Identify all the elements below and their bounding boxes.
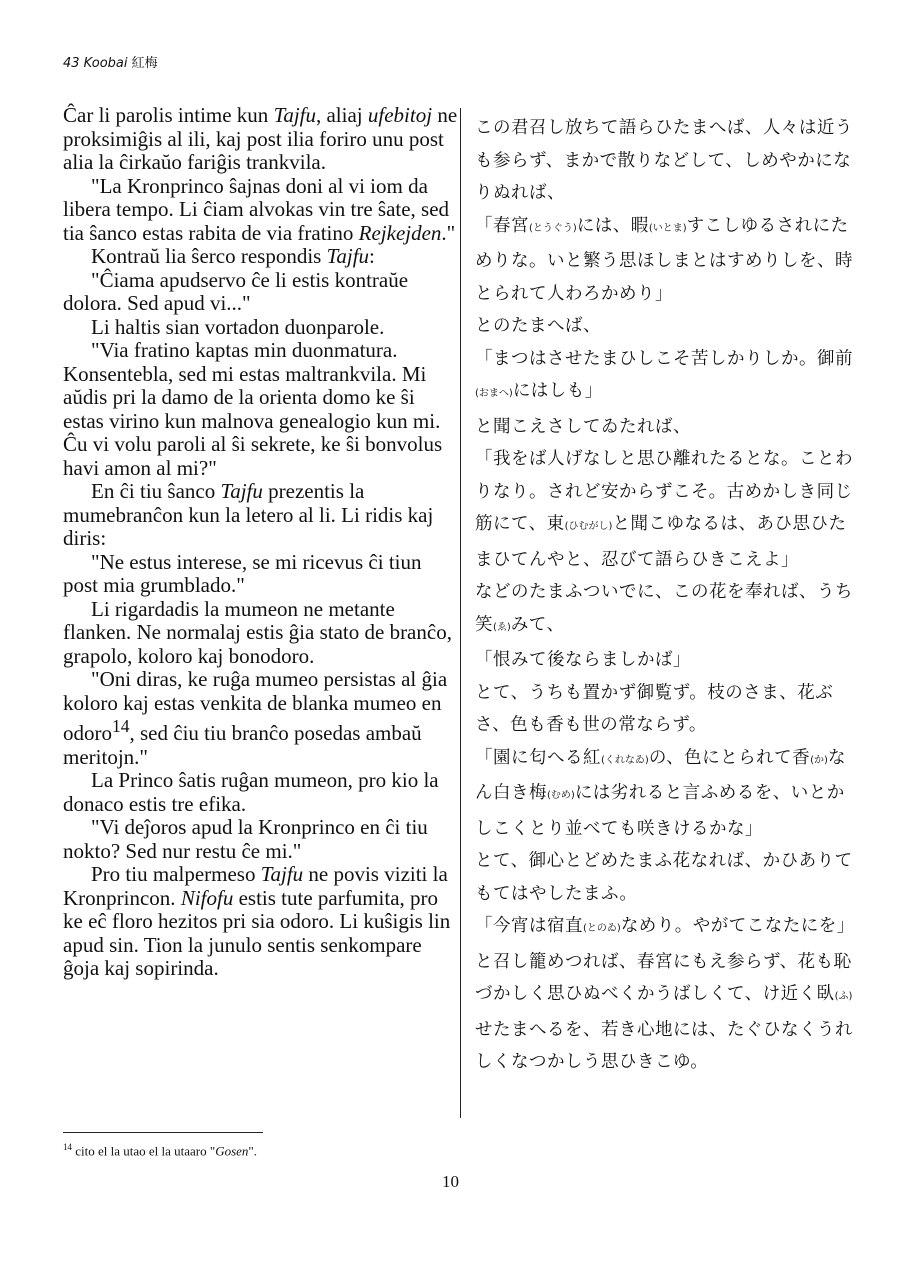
paragraph	[475, 576, 860, 644]
italic-text: Tajfu	[260, 862, 304, 886]
text-run: とて、うちも置かず御覧ず。枝のさま、花ぶさ、色も香も世の常ならず。	[475, 682, 834, 735]
text-run: この君召し放ちて語らひたまへば、人々は近うも参らず、まかで散りなどして、しめやかになりぬれば、	[475, 118, 853, 203]
footnote-marker: 14	[112, 716, 130, 736]
text-run: すこしゆるされにためりな。いと繁う思ほしまとはすめりしを、時とられて人わろかめり」	[475, 215, 853, 304]
paragraph	[63, 598, 458, 669]
japanese-column	[475, 112, 860, 1079]
text-run: "La Kronprinco ŝajnas doni al vi iom da libera tempo. Li ĉiam alvokas vin tre ŝate, sed tia ŝanco estas rabita de via fratino	[63, 173, 450, 245]
text-run: "Oni diras, ke ruĝa mumeo persistas al ĝia koloro kaj estas venkita de blanka mumeo en odoro	[63, 667, 448, 745]
paragraph	[63, 551, 458, 598]
paragraph	[63, 104, 458, 175]
text-run: Li haltis sian vortadon duonparole.	[91, 314, 385, 339]
text-run: 「我をば人げなしと思ひ離れたるとな。ことわりなり。されど安からずこそ。古めかしき同じ筋にて、東	[475, 449, 853, 534]
text-run: 「春宮	[475, 215, 529, 236]
paragraph	[475, 411, 860, 444]
text-run: とのたまへば、	[475, 316, 601, 336]
text-run: などのたまふついでに、この花を奉れば、うち笑	[475, 582, 853, 635]
page-number: 10	[442, 1172, 459, 1191]
paragraph	[63, 668, 458, 769]
footnote-rule	[63, 1132, 263, 1133]
paragraph	[475, 112, 860, 210]
paragraph	[475, 443, 860, 576]
text-run: ".	[248, 1143, 257, 1159]
paragraph	[475, 310, 860, 343]
text-run: En ĉi tiu ŝanco	[91, 479, 221, 503]
paragraph	[475, 343, 860, 411]
text-run: なめり。やがてこなたにを」と召し籠めつれば、春宮にもえ参らず、花も恥づかしく思ひぬべくかうばしくて、け近く臥	[475, 916, 855, 1004]
text-run: , sed ĉiu tiu branĉo posedas ambaŭ meritojn."	[63, 721, 422, 769]
text-run: 「園に匂へる紅	[475, 747, 601, 768]
italic-text: Tajfu	[326, 244, 370, 268]
italic-text: Tajfu	[220, 479, 263, 503]
text-run: Li rigardadis la mumeon ne metante flanken. Ne normalaj estis ĝia stato de branĉo, grapolo, koloro kaj bonodoro.	[63, 596, 452, 668]
text-run: ne povis viziti la Kronprincon.	[63, 862, 448, 910]
ruby-reading: (ひむがし)	[564, 521, 613, 532]
column-divider	[460, 108, 461, 1118]
ruby-reading: (ふ)	[834, 991, 853, 1002]
text-run: とて、御心とどめたまふ花なれば、かひありてもてはやしたまふ。	[475, 851, 853, 904]
italic-text: Nifofu	[180, 885, 234, 910]
text-run: "Via fratino kaptas min duonmatura. Konsentebla, sed mi estas maltrankvila. Mi aŭdis pri la damo de la orienta domo ke ŝi estas virino kun malnova genealogio kun mi. Ĉu vi volu paroli al ŝi sekrete, ke ŝi bonvolus havi amon al mi?"	[63, 338, 443, 480]
header-title: 43 Koobai	[63, 56, 128, 71]
text-run: La Princo ŝatis ruĝan mumeon, pro kio la donaco estis tre efika.	[63, 768, 439, 816]
running-header	[63, 52, 158, 71]
paragraph	[475, 677, 860, 742]
text-run: 「まつはさせたまひしこそ苦しかりしか。御前	[475, 348, 853, 369]
paragraph	[63, 269, 458, 316]
text-run: , aliaj	[315, 103, 368, 127]
text-run: 「恨みて後ならましかば」	[475, 650, 691, 670]
paragraph	[475, 845, 860, 910]
paragraph	[475, 210, 860, 311]
ruby-reading: (か)	[810, 754, 828, 766]
italic-text: Rejkejden	[358, 220, 442, 245]
text-run: estis tute parfumita, pro ke eĉ floro hezitos pri sia odoro. Li kuŝigis lin apud sin. Tion la junulo sentis senkompare ĝoja kaj sopirinda.	[63, 885, 451, 980]
paragraph	[63, 769, 458, 816]
text-run: なん白き梅	[475, 747, 846, 803]
footnote-number: 14	[63, 1142, 72, 1152]
text-run: には、暇	[576, 215, 649, 236]
header-kanji: 紅梅	[131, 56, 158, 71]
text-run: "Ne estus interese, se mi ricevus ĉi tiun post mia grumblado."	[63, 549, 422, 597]
text-run: ."	[441, 220, 456, 245]
text-run: "Ĉiama apudservo ĉe li estis kontraŭe dolora. Sed apud vi..."	[63, 267, 409, 315]
paragraph	[63, 245, 458, 269]
italic-text: Tajfu	[273, 103, 316, 127]
ruby-reading: (おまへ)	[475, 388, 513, 399]
italic-text: ufebitoj	[367, 103, 433, 127]
text-run: ne proksimiĝis al ili, kaj post ilia foriro unu post alia la ĉirkaŭo fariĝis trankvila.	[63, 103, 458, 174]
footnote	[63, 1142, 257, 1159]
paragraph	[63, 339, 458, 480]
ruby-reading: (ゑ)	[493, 621, 511, 633]
text-run: には劣れると言ふめるを、いとかしこくとり並べても咲きけるかな」	[475, 783, 845, 839]
paragraph	[475, 742, 860, 846]
text-run: みて、	[510, 614, 565, 635]
paragraph	[63, 816, 458, 863]
text-run: にはしも」	[512, 381, 603, 401]
text-run: :	[369, 244, 375, 268]
ruby-reading: (いとま)	[648, 222, 687, 234]
ruby-reading: (むめ)	[547, 790, 575, 801]
paragraph	[63, 863, 458, 981]
ruby-reading: (とのゐ)	[583, 923, 621, 934]
esperanto-column	[63, 104, 458, 981]
paragraph	[63, 480, 458, 551]
text-run: cito el la utao el la utaaro "	[72, 1143, 216, 1159]
paragraph	[63, 316, 458, 340]
text-run: と聞こえさしてゐたれば、	[475, 416, 691, 437]
text-run: 「今宵は宿直	[475, 916, 583, 936]
text-run: と聞こゆなるは、あひ思ひたまひてんやと、忍びて語らひきこえよ」	[475, 514, 847, 570]
text-run: の、色にとられて香	[648, 747, 811, 768]
ruby-reading: (とうぐう)	[529, 222, 577, 234]
paragraph	[63, 175, 458, 246]
paragraph	[475, 910, 860, 1079]
paragraph	[475, 644, 860, 677]
text-run: Kontraŭ lia ŝerco respondis	[91, 244, 327, 268]
text-run: "Vi deĵoros apud la Kronprinco en ĉi tiu nokto? Sed nur restu ĉe mi."	[63, 815, 428, 863]
text-run: Ĉar li parolis intime kun	[63, 103, 274, 127]
text-run: Pro tiu malpermeso	[91, 862, 261, 886]
italic-text: Gosen	[215, 1143, 249, 1159]
text-run: せたまへるを、若き心地には、たぐひなくうれしくなつかしう思ひきこゆ。	[475, 1019, 853, 1072]
text-run: prezentis la mumebranĉon kun la letero al li. Li ridis kaj diris:	[63, 479, 434, 550]
ruby-reading: (くれなゐ)	[601, 754, 649, 766]
